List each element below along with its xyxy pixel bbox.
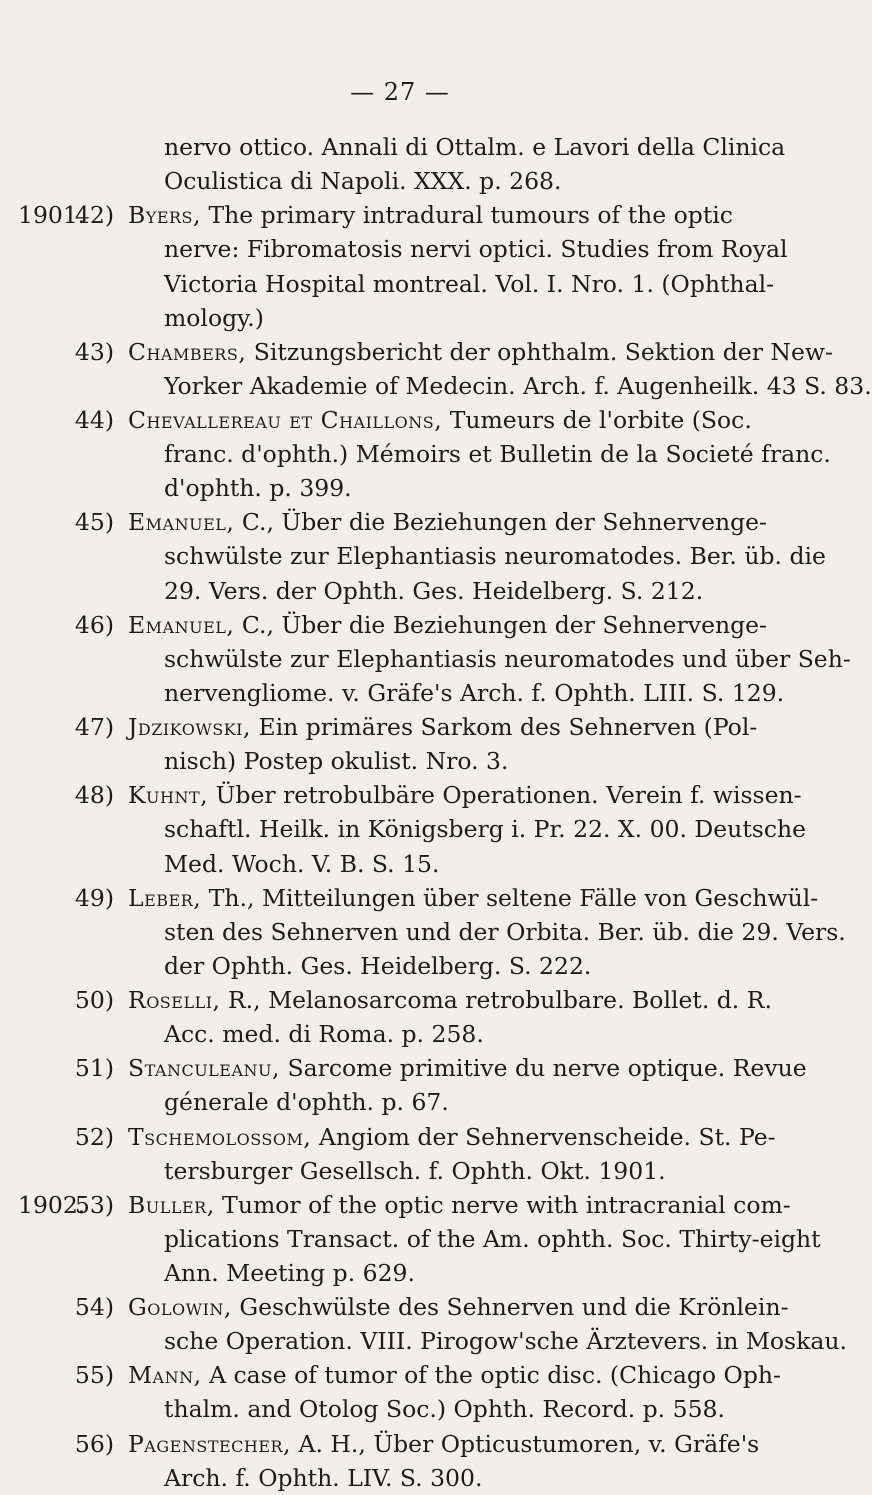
entry-text: Byers, The primary intradural tumours of the optic: [128, 201, 733, 230]
entry-number: 46): [74, 610, 114, 639]
entry-author: Jdzikowski,: [128, 713, 251, 741]
entry-line: [0, 1188, 800, 1222]
entry-line: [0, 710, 800, 744]
entry-text: Mann, A case of tumor of the optic disc. (Chicago Oph-: [128, 1361, 781, 1390]
entry-text: Chevallereau et Chaillons, Tumeurs de l'orbite (Soc.: [128, 406, 752, 434]
entry-line: [0, 301, 800, 335]
entry-text: thalm. and Otolog Soc.) Ophth. Record. p. 558.: [164, 1395, 725, 1424]
entry-line: [0, 881, 819, 915]
entry-line: [0, 232, 800, 266]
entry-line: [0, 539, 826, 573]
entry-text: Chambers, Sitzungsbericht der ophthalm. Sektion der New-: [128, 337, 833, 366]
entry-text: Emanuel, C., Über die Beziehungen der Sehnervenge-: [128, 508, 767, 537]
entry-line: [0, 744, 800, 778]
entry-line: [0, 335, 833, 369]
entry-text: 29. Vers. der Ophth. Ges. Heidelberg. S. 212.: [164, 576, 704, 605]
entry-text: Roselli, R., Melanosarcoma retrobulbare. Bollet. d. R.: [128, 986, 772, 1014]
entry-number: 42): [74, 201, 114, 230]
entry-text: d'ophth. p. 399.: [164, 474, 352, 503]
entry-line: [0, 676, 800, 710]
entry-text: sche Operation. VIII. Pirogow'sche Ärztevers. in Moskau.: [164, 1327, 847, 1356]
entry-author: Chevallereau et Chaillons,: [128, 406, 443, 434]
entry-line: [0, 1222, 821, 1256]
entry-number: 53): [74, 1190, 114, 1219]
entry-text: Emanuel, C., Über die Beziehungen der Sehnervenge-: [128, 610, 767, 639]
entry-text: Stanculeanu, Sarcome primitive du nerve optique. Revue: [128, 1054, 807, 1083]
entry-line: [0, 1392, 800, 1426]
entry-line: [0, 642, 851, 676]
entry-text: nervo ottico. Annali di Ottalm. e Lavori della Clinica: [164, 133, 786, 161]
page-number: — 27 —: [350, 78, 450, 106]
entry-author: Kuhnt,: [128, 781, 209, 810]
entry-line: [0, 164, 800, 198]
entry-number: 45): [74, 508, 114, 537]
entry-text: Pagenstecher, A. H., Über Opticustumoren, v. Gräfe's: [128, 1429, 760, 1458]
entry-author: Stanculeanu,: [128, 1054, 280, 1083]
entry-line: [0, 1120, 800, 1154]
entry-number: 54): [74, 1293, 114, 1322]
entry-number: 55): [74, 1361, 114, 1390]
entry-line: [0, 471, 800, 505]
entry-number: 47): [74, 713, 114, 741]
entry-line: [0, 1290, 800, 1324]
entry-line: [0, 608, 800, 642]
entry-line: [0, 1324, 847, 1358]
entry-author: Golowin,: [128, 1293, 232, 1322]
entry-line: [0, 1051, 807, 1085]
entry-line: [0, 437, 831, 471]
entry-text: der Ophth. Ges. Heidelberg. S. 222.: [164, 951, 592, 980]
entry-text: schwülste zur Elephantiasis neuromatodes. Ber. üb. die: [164, 542, 826, 571]
entry-line: [0, 1358, 800, 1392]
entry-line: [0, 915, 846, 949]
entry-line: [0, 1085, 800, 1119]
entry-text: Acc. med. di Roma. p. 258.: [164, 1020, 484, 1049]
entry-text: franc. d'ophth.) Mémoirs et Bulletin de la Societé franc.: [164, 440, 831, 469]
entry-line: [0, 812, 807, 846]
entry-author: Byers,: [128, 201, 201, 230]
entry-line: [0, 574, 800, 608]
entry-line: [0, 847, 800, 881]
entry-text: Arch. f. Ophth. LIV. S. 300.: [164, 1463, 483, 1492]
entry-line: [0, 1256, 800, 1290]
entry-line: [0, 778, 800, 812]
entry-text: Ann. Meeting p. 629.: [164, 1259, 415, 1287]
entry-text: Jdzikowski, Ein primäres Sarkom des Sehnerven (Pol-: [128, 713, 758, 741]
entry-line: [0, 1427, 800, 1461]
entry-line: [0, 1154, 800, 1188]
entry-text: Kuhnt, Über retrobulbäre Operationen. Verein f. wissen-: [128, 781, 802, 810]
entry-text: Yorker Akademie of Medecin. Arch. f. Augenheilk. 43 S. 83.: [164, 371, 872, 400]
entry-number: 56): [74, 1429, 114, 1458]
entry-text: génerale d'ophth. p. 67.: [164, 1088, 449, 1117]
entry-text: Tschemolossom, Angiom der Sehnervenscheide. St. Pe-: [128, 1122, 776, 1151]
entry-text: mology.): [164, 303, 264, 332]
entry-author: Chambers,: [128, 337, 247, 366]
entry-text: nisch) Postep okulist. Nro. 3.: [164, 747, 509, 776]
entry-text: Med. Woch. V. B. S. 15.: [164, 849, 440, 878]
entry-number: 44): [74, 406, 114, 434]
entry-author: Roselli,: [128, 986, 221, 1014]
entry-line: [0, 505, 800, 539]
entry-text: Leber, Th., Mitteilungen über seltene Fälle von Geschwül-: [128, 883, 819, 912]
entry-author: Emanuel,: [128, 508, 235, 537]
entry-year: 1902.: [18, 1190, 86, 1219]
entry-text: plications Transact. of the Am. ophth. Soc. Thirty-eight: [164, 1224, 821, 1253]
entry-author: Mann,: [128, 1361, 202, 1390]
entry-line: [0, 949, 800, 983]
entry-author: Emanuel,: [128, 610, 235, 639]
entry-year: 1901.: [18, 201, 86, 230]
entry-text: Golowin, Geschwülste des Sehnerven und die Krönlein-: [128, 1293, 789, 1322]
entry-text: sten des Sehnerven und der Orbita. Ber. üb. die 29. Vers.: [164, 917, 846, 946]
entry-number: 50): [74, 986, 114, 1014]
entry-line: [0, 267, 800, 301]
entry-author: Leber,: [128, 883, 202, 912]
entry-text: nervengliome. v. Gräfe's Arch. f. Ophth. LIII. S. 129.: [164, 678, 785, 707]
entry-author: Buller,: [128, 1190, 215, 1219]
entry-text: Victoria Hospital montreal. Vol. I. Nro. 1. (Ophthal-: [164, 269, 775, 298]
entry-number: 48): [74, 781, 114, 810]
entry-text: schwülste zur Elephantiasis neuromatodes und über Seh-: [164, 644, 851, 673]
entry-text: schaftl. Heilk. in Königsberg i. Pr. 22. X. 00. Deutsche: [164, 815, 807, 844]
entry-number: 49): [74, 883, 114, 912]
entry-line: [0, 403, 800, 437]
entry-line: [0, 130, 800, 164]
entry-line: [0, 1017, 800, 1051]
entry-text: nerve: Fibromatosis nervi optici. Studies from Royal: [164, 235, 788, 264]
entry-line: [0, 369, 872, 403]
entry-number: 43): [74, 337, 114, 366]
entry-text: Buller, Tumor of the optic nerve with intracranial com-: [128, 1190, 791, 1219]
entry-line: [0, 1461, 800, 1495]
entry-author: Tschemolossom,: [128, 1122, 312, 1151]
entry-number: 51): [74, 1054, 114, 1083]
entry-line: [0, 198, 800, 232]
entry-number: 52): [74, 1122, 114, 1151]
entry-text: Oculistica di Napoli. XXX. p. 268.: [164, 167, 562, 196]
entry-author: Pagenstecher,: [128, 1429, 292, 1458]
entry-text: tersburger Gesellsch. f. Ophth. Okt. 1901.: [164, 1156, 666, 1185]
entry-line: [0, 983, 800, 1017]
